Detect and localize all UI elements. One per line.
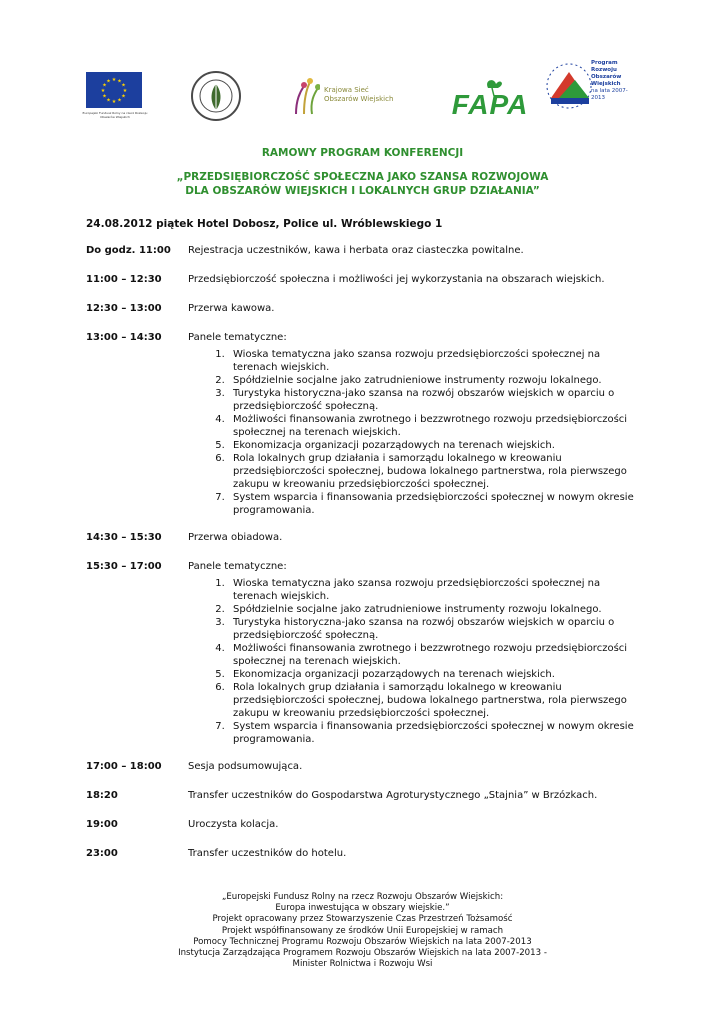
eu-star-icon: ★ xyxy=(111,77,117,83)
list-item: 6. Rola lokalnych grup działania i samorządu lokalnego w kreowaniu przedsiębiorczości społecznej, budowa lokalnego partnerstwa, rola pierwszego zakupu w kreowaniu przedsiębiorczości społecznej. xyxy=(228,452,646,491)
eu-star-icon: ★ xyxy=(100,88,106,94)
eu-star-icon: ★ xyxy=(102,82,107,89)
panel-list xyxy=(188,348,646,517)
prow-logo xyxy=(545,58,629,114)
schedule-time: 18:20 xyxy=(86,790,118,801)
schedule-row xyxy=(86,789,646,802)
footer-line: Pomocy Technicznej Programu Rozwoju Obszarów Wiejskich na lata 2007-2013 xyxy=(193,936,532,947)
eu-star-icon: ★ xyxy=(106,78,111,85)
list-item: 7. System wsparcia i finansowania przedsiębiorczości społecznej w nowym okresie programowania. xyxy=(228,491,646,517)
list-item: 6. Rola lokalnych grup działania i samorządu lokalnego w kreowaniu przedsiębiorczości społecznej, budowa lokalnego partnerstwa, rola pierwszego zakupu w kreowaniu przedsiębiorczości społecznej. xyxy=(228,681,646,720)
footer-line: Instytucja Zarządzająca Programem Rozwoju Obszarów Wiejskich na lata 2007-2013 - xyxy=(178,948,547,959)
schedule xyxy=(86,244,646,860)
prow-logo-line5: na lata 2007-2013 xyxy=(591,88,628,101)
logo-bar xyxy=(0,58,725,120)
schedule-time: 11:00 – 12:30 xyxy=(86,274,162,285)
conference-title-line1: „PRZEDSIĘBIORCZOŚĆ SPOŁECZNA JAKO SZANSA ROZWOJOWA xyxy=(176,171,549,183)
schedule-row xyxy=(86,818,646,831)
schedule-time: 17:00 – 18:00 xyxy=(86,761,162,772)
schedule-time: 13:00 – 14:30 xyxy=(86,332,162,343)
panel-list xyxy=(188,577,646,746)
schedule-desc: Transfer uczestników do Gospodarstwa Agroturystycznego „Stajnia” w Brzózkach. xyxy=(188,790,598,801)
fapa-logo-text: FAPA xyxy=(451,89,529,120)
schedule-row xyxy=(86,847,646,860)
schedule-desc: Uroczysta kolacja. xyxy=(188,819,279,830)
list-item: 2. Spółdzielnie socjalne jako zatrudnieniowe instrumenty rozwoju lokalnego. xyxy=(228,374,646,387)
eu-star-icon: ★ xyxy=(122,88,128,94)
schedule-time: 12:30 – 13:00 xyxy=(86,303,162,314)
list-item: 1. Wioska tematyczna jako szansa rozwoju przedsiębiorczości społecznej na terenach wiejskich. xyxy=(228,577,646,603)
footer-funding-note xyxy=(0,892,725,970)
footer-line: „Europejski Fundusz Rolny na rzecz Rozwoju Obszarów Wiejskich: xyxy=(221,892,504,902)
schedule-row xyxy=(86,560,646,746)
list-item: 1. Wioska tematyczna jako szansa rozwoju przedsiębiorczości społecznej na terenach wiejskich. xyxy=(228,348,646,374)
schedule-row xyxy=(86,302,646,315)
document-title: RAMOWY PROGRAM KONFERENCJI xyxy=(261,147,464,159)
schedule-row xyxy=(86,244,646,257)
fapa-logo xyxy=(448,78,532,120)
ksow-logo-line1: Krajowa Sieć xyxy=(324,86,369,94)
eu-star-icon: ★ xyxy=(102,93,107,100)
prow-logo-line4: Wiejskich xyxy=(591,81,621,87)
date-venue-line: 24.08.2012 piątek Hotel Dobosz, Police ul. Wróblewskiego 1 xyxy=(86,218,443,230)
schedule-desc: Transfer uczestników do hotelu. xyxy=(188,848,347,859)
prow-logo-line1: Program xyxy=(591,60,618,66)
eu-flag-logo xyxy=(82,72,148,119)
schedule-time: 15:30 – 17:00 xyxy=(86,561,162,572)
eu-star-icon: ★ xyxy=(111,99,117,105)
schedule-desc: Przerwa kawowa. xyxy=(188,303,275,314)
schedule-desc: Panele tematyczne: xyxy=(188,561,287,572)
list-item: 3. Turystyka historyczna-jako szansa na rozwój obszarów wiejskich w oparciu o przedsiębiorczość społeczną. xyxy=(228,387,646,413)
eu-flag xyxy=(86,72,142,108)
list-item: 3. Turystyka historyczna-jako szansa na rozwój obszarów wiejskich w oparciu o przedsiębiorczość społeczną. xyxy=(228,616,646,642)
arimr-seal-logo xyxy=(190,70,242,122)
prow-logo-line3: Obszarów xyxy=(591,74,622,80)
footer-line: Europa inwestująca w obszary wiejskie.” xyxy=(275,903,450,914)
schedule-desc: Przedsiębiorczość społeczna i możliwości jej wykorzystania na obszarach wiejskich. xyxy=(188,274,605,285)
ksow-logo xyxy=(290,76,406,116)
list-item: 7. System wsparcia i finansowania przedsiębiorczości społecznej w nowym okresie programowania. xyxy=(228,720,646,746)
schedule-time: 19:00 xyxy=(86,819,118,830)
schedule-desc: Panele tematyczne: xyxy=(188,332,287,343)
schedule-time: Do godz. 11:00 xyxy=(86,245,171,256)
eu-star-icon: ★ xyxy=(117,97,122,104)
eu-star-icon: ★ xyxy=(121,93,126,100)
schedule-desc: Sesja podsumowująca. xyxy=(188,761,303,772)
schedule-time: 23:00 xyxy=(86,848,118,859)
prow-logo-line2: Rozwoju xyxy=(591,67,617,73)
schedule-time: 14:30 – 15:30 xyxy=(86,532,162,543)
list-item: 4. Możliwości finansowania zwrotnego i bezzwrotnego rozwoju przedsiębiorczości społecznej na terenach wiejskich. xyxy=(228,413,646,439)
schedule-row xyxy=(86,331,646,517)
footer-line: Projekt współfinansowany ze środków Unii Europejskiej w ramach xyxy=(221,925,504,936)
eu-logo-caption: Europejski Fundusz Rolny na rzecz Rozwoju Obszarów Wiejskich xyxy=(82,111,148,119)
schedule-desc: Rejestracja uczestników, kawa i herbata oraz ciasteczka powitalne. xyxy=(188,245,524,256)
schedule-row xyxy=(86,531,646,544)
eu-star-icon: ★ xyxy=(117,78,122,85)
eu-star-icon: ★ xyxy=(121,82,126,89)
schedule-row xyxy=(86,760,646,773)
schedule-desc: Przerwa obiadowa. xyxy=(188,532,283,543)
schedule-row xyxy=(86,273,646,286)
conference-title-line2: DLA OBSZARÓW WIEJSKICH I LOKALNYCH GRUP DZIAŁANIA” xyxy=(185,185,540,197)
document-header xyxy=(0,146,725,198)
footer-line: Minister Rolnictwa i Rozwoju Wsi xyxy=(292,959,433,970)
eu-stars-icon xyxy=(86,72,142,108)
list-item: 5. Ekonomizacja organizacji pozarządowych na terenach wiejskich. xyxy=(228,668,646,681)
ksow-logo-line2: Obszarów Wiejskich xyxy=(324,95,394,103)
list-item: 4. Możliwości finansowania zwrotnego i bezzwrotnego rozwoju przedsiębiorczości społecznej na terenach wiejskich. xyxy=(228,642,646,668)
eu-star-icon: ★ xyxy=(106,97,111,104)
footer-line: Projekt opracowany przez Stowarzyszenie Czas Przestrzeń Tożsamość xyxy=(212,914,513,925)
list-item: 2. Spółdzielnie socjalne jako zatrudnieniowe instrumenty rozwoju lokalnego. xyxy=(228,603,646,616)
list-item: 5. Ekonomizacja organizacji pozarządowych na terenach wiejskich. xyxy=(228,439,646,452)
